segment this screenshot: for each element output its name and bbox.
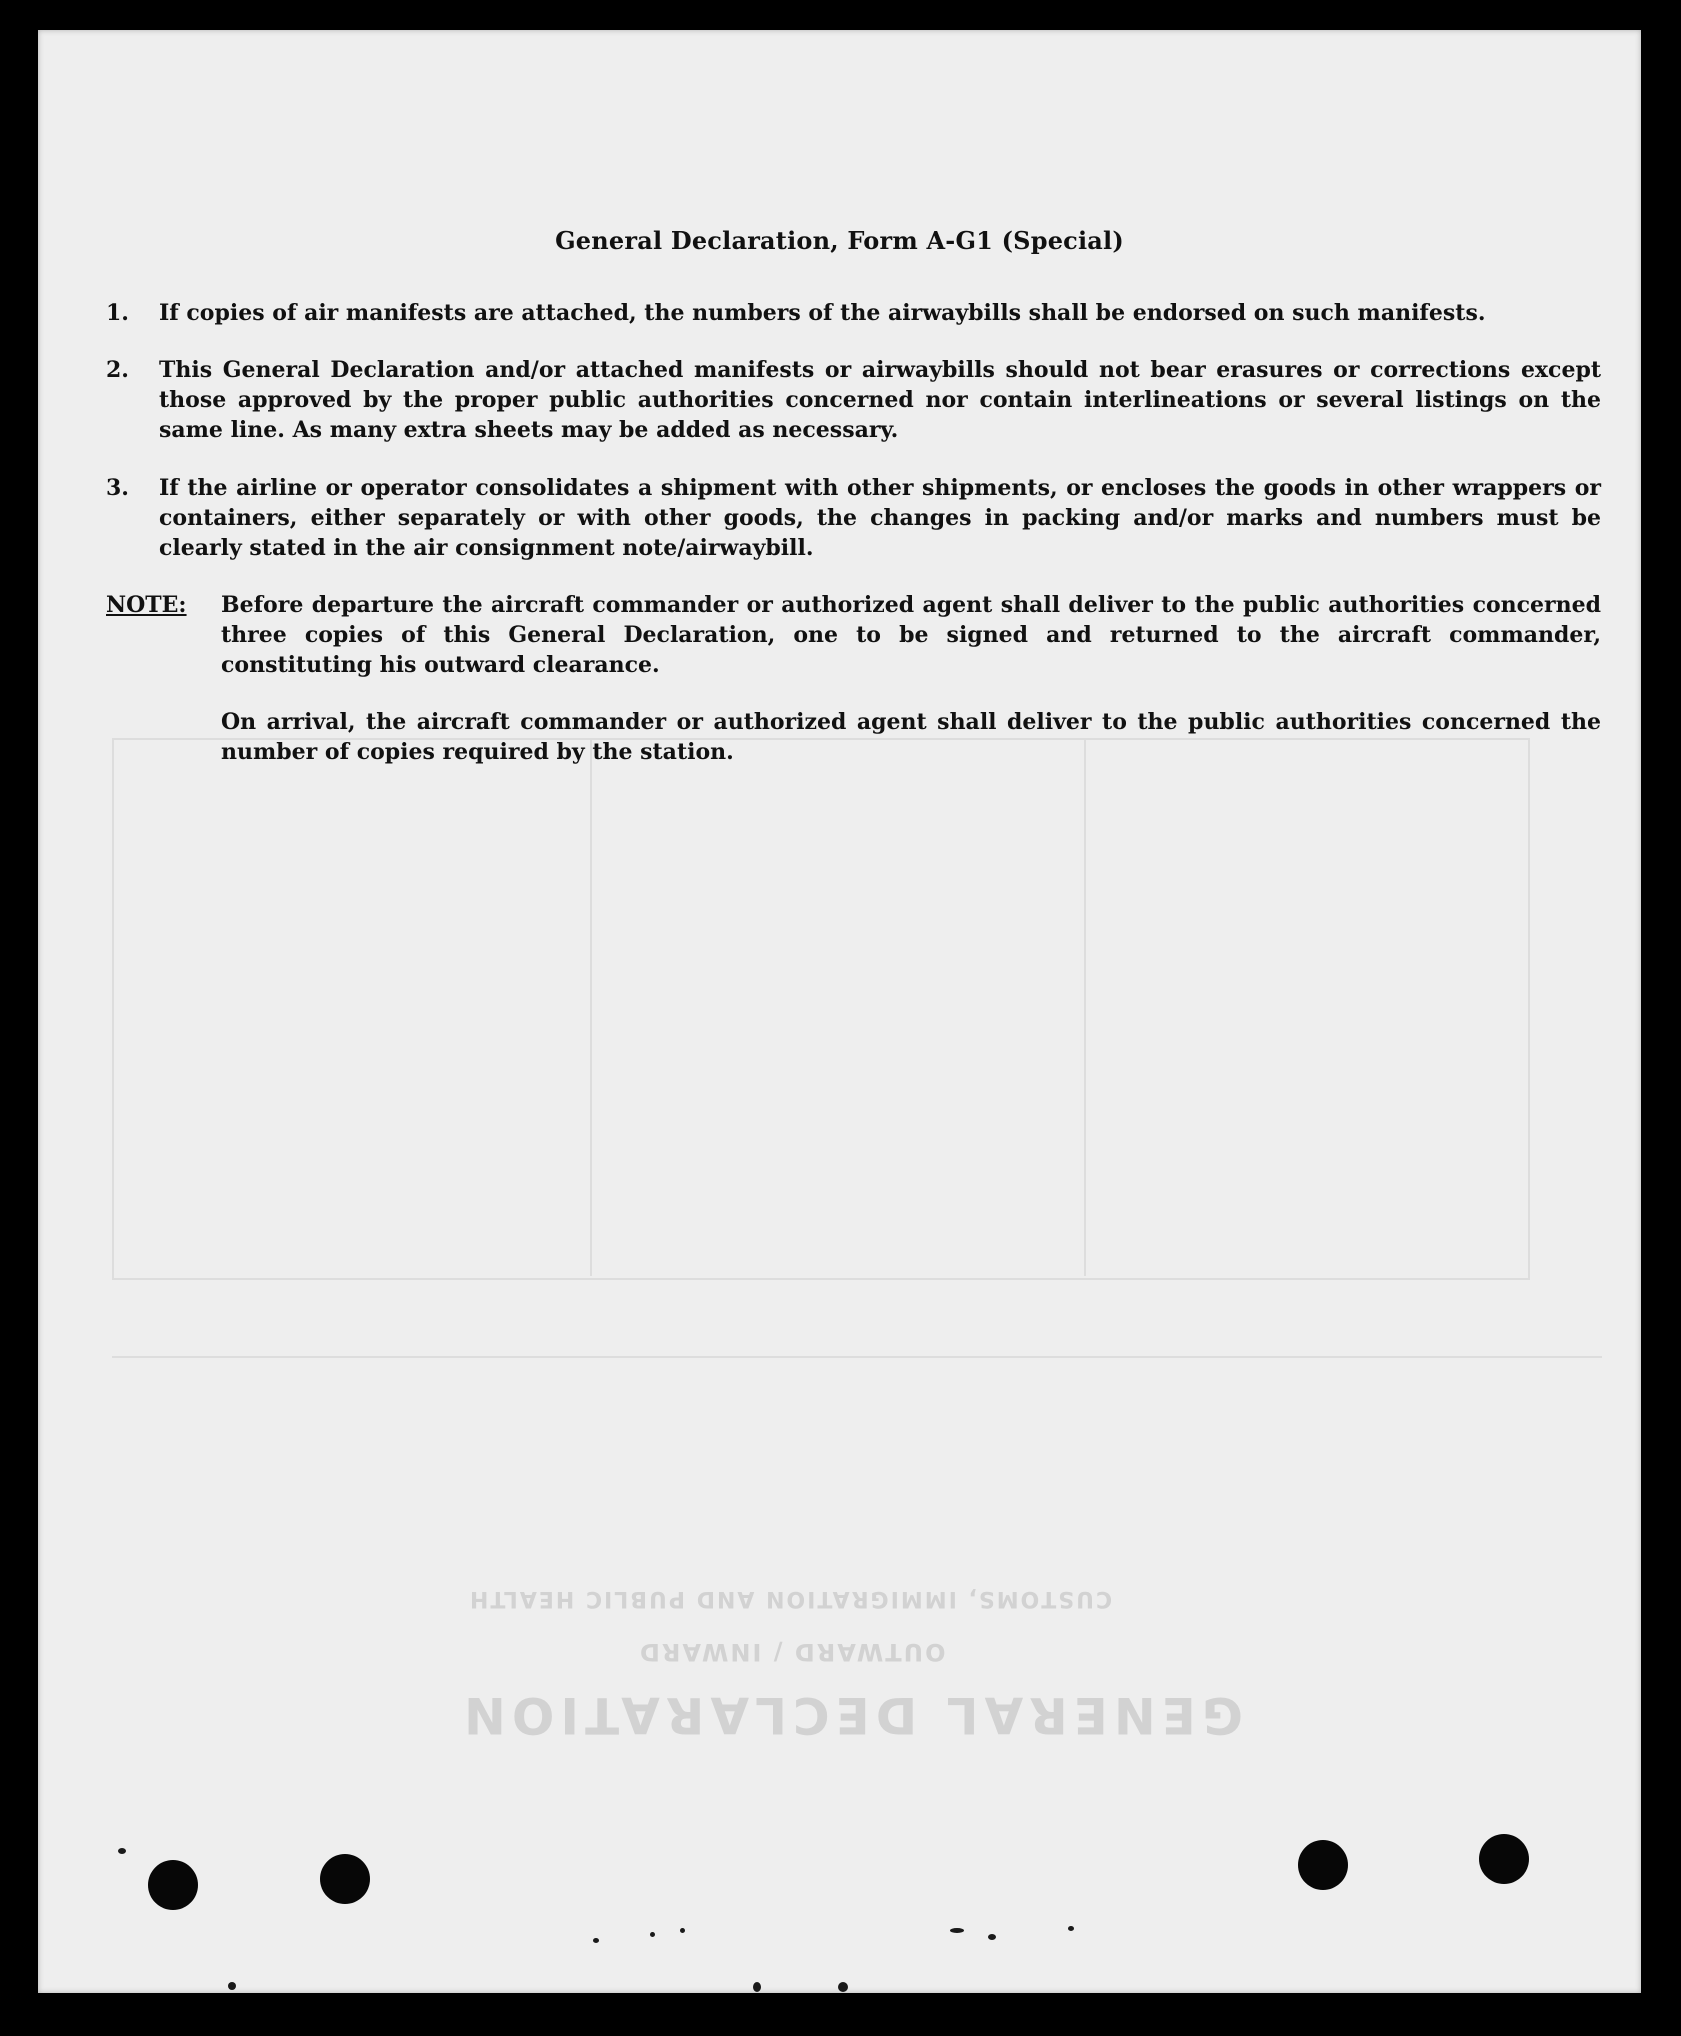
scan-speck xyxy=(118,1848,126,1854)
scan-speck xyxy=(988,1934,996,1940)
note-paragraph: Before departure the aircraft commander or authorized agent shall deliver to the public authorities concerned three copies of this General Declaration, one to be signed and returned to the aircraft commander, constituting his outward clearance. xyxy=(221,592,1601,678)
bleed-through-divider xyxy=(590,738,592,1276)
item-text: This General Declaration and/or attached manifests or airwaybills should not bear erasures or corrections except those approved by the proper public authorities concerned nor contain interlineations or several listings on the same line. As many extra sheets may be added as necessary. xyxy=(159,357,1601,443)
bleed-through-table xyxy=(112,738,1530,1280)
punch-hole xyxy=(320,1854,370,1904)
bleed-through-rule xyxy=(112,1356,1602,1358)
document-page xyxy=(38,30,1641,1993)
bleed-through-subheading: CUSTOMS, IMMIGRATION AND PUBLIC HEALTH xyxy=(468,1586,1113,1611)
bleed-through-subheading: OUTWARD / INWARD xyxy=(638,1638,946,1666)
punch-hole xyxy=(148,1860,198,1910)
punch-hole xyxy=(1298,1840,1348,1890)
scan-speck xyxy=(753,1982,761,1992)
punch-hole xyxy=(1479,1834,1529,1884)
note-paragraph: On arrival, the aircraft commander or authorized agent shall deliver to the public authorities concerned the number of copies required by the station. xyxy=(221,709,1601,765)
scan-speck xyxy=(950,1928,964,1933)
scan-speck xyxy=(650,1932,655,1937)
scan-speck xyxy=(838,1982,848,1992)
item-number: 3. xyxy=(106,475,129,501)
scan-speck xyxy=(680,1928,685,1933)
instruction-item xyxy=(106,355,1601,445)
instruction-item xyxy=(106,298,1601,328)
scan-speck xyxy=(1068,1926,1074,1931)
note-label: NOTE: xyxy=(106,592,187,618)
bleed-through-heading: GENERAL DECLARATION xyxy=(458,1686,1243,1744)
bleed-through-divider xyxy=(1084,738,1086,1276)
item-number: 2. xyxy=(106,357,129,383)
scan-speck xyxy=(593,1938,599,1943)
item-text: If the airline or operator consolidates a shipment with other shipments, or encloses the goods in other wrappers or containers, either separately or with other goods, the changes in packing and/or marks and numbers must be clearly stated in the air consignment note/airwaybill. xyxy=(159,475,1601,561)
scan-speck xyxy=(228,1982,236,1990)
instruction-item xyxy=(106,473,1601,563)
item-number: 1. xyxy=(106,300,129,326)
page-title: General Declaration, Form A-G1 (Special) xyxy=(555,226,1124,255)
item-text: If copies of air manifests are attached, the numbers of the airwaybills shall be endorsed on such manifests. xyxy=(159,300,1486,326)
